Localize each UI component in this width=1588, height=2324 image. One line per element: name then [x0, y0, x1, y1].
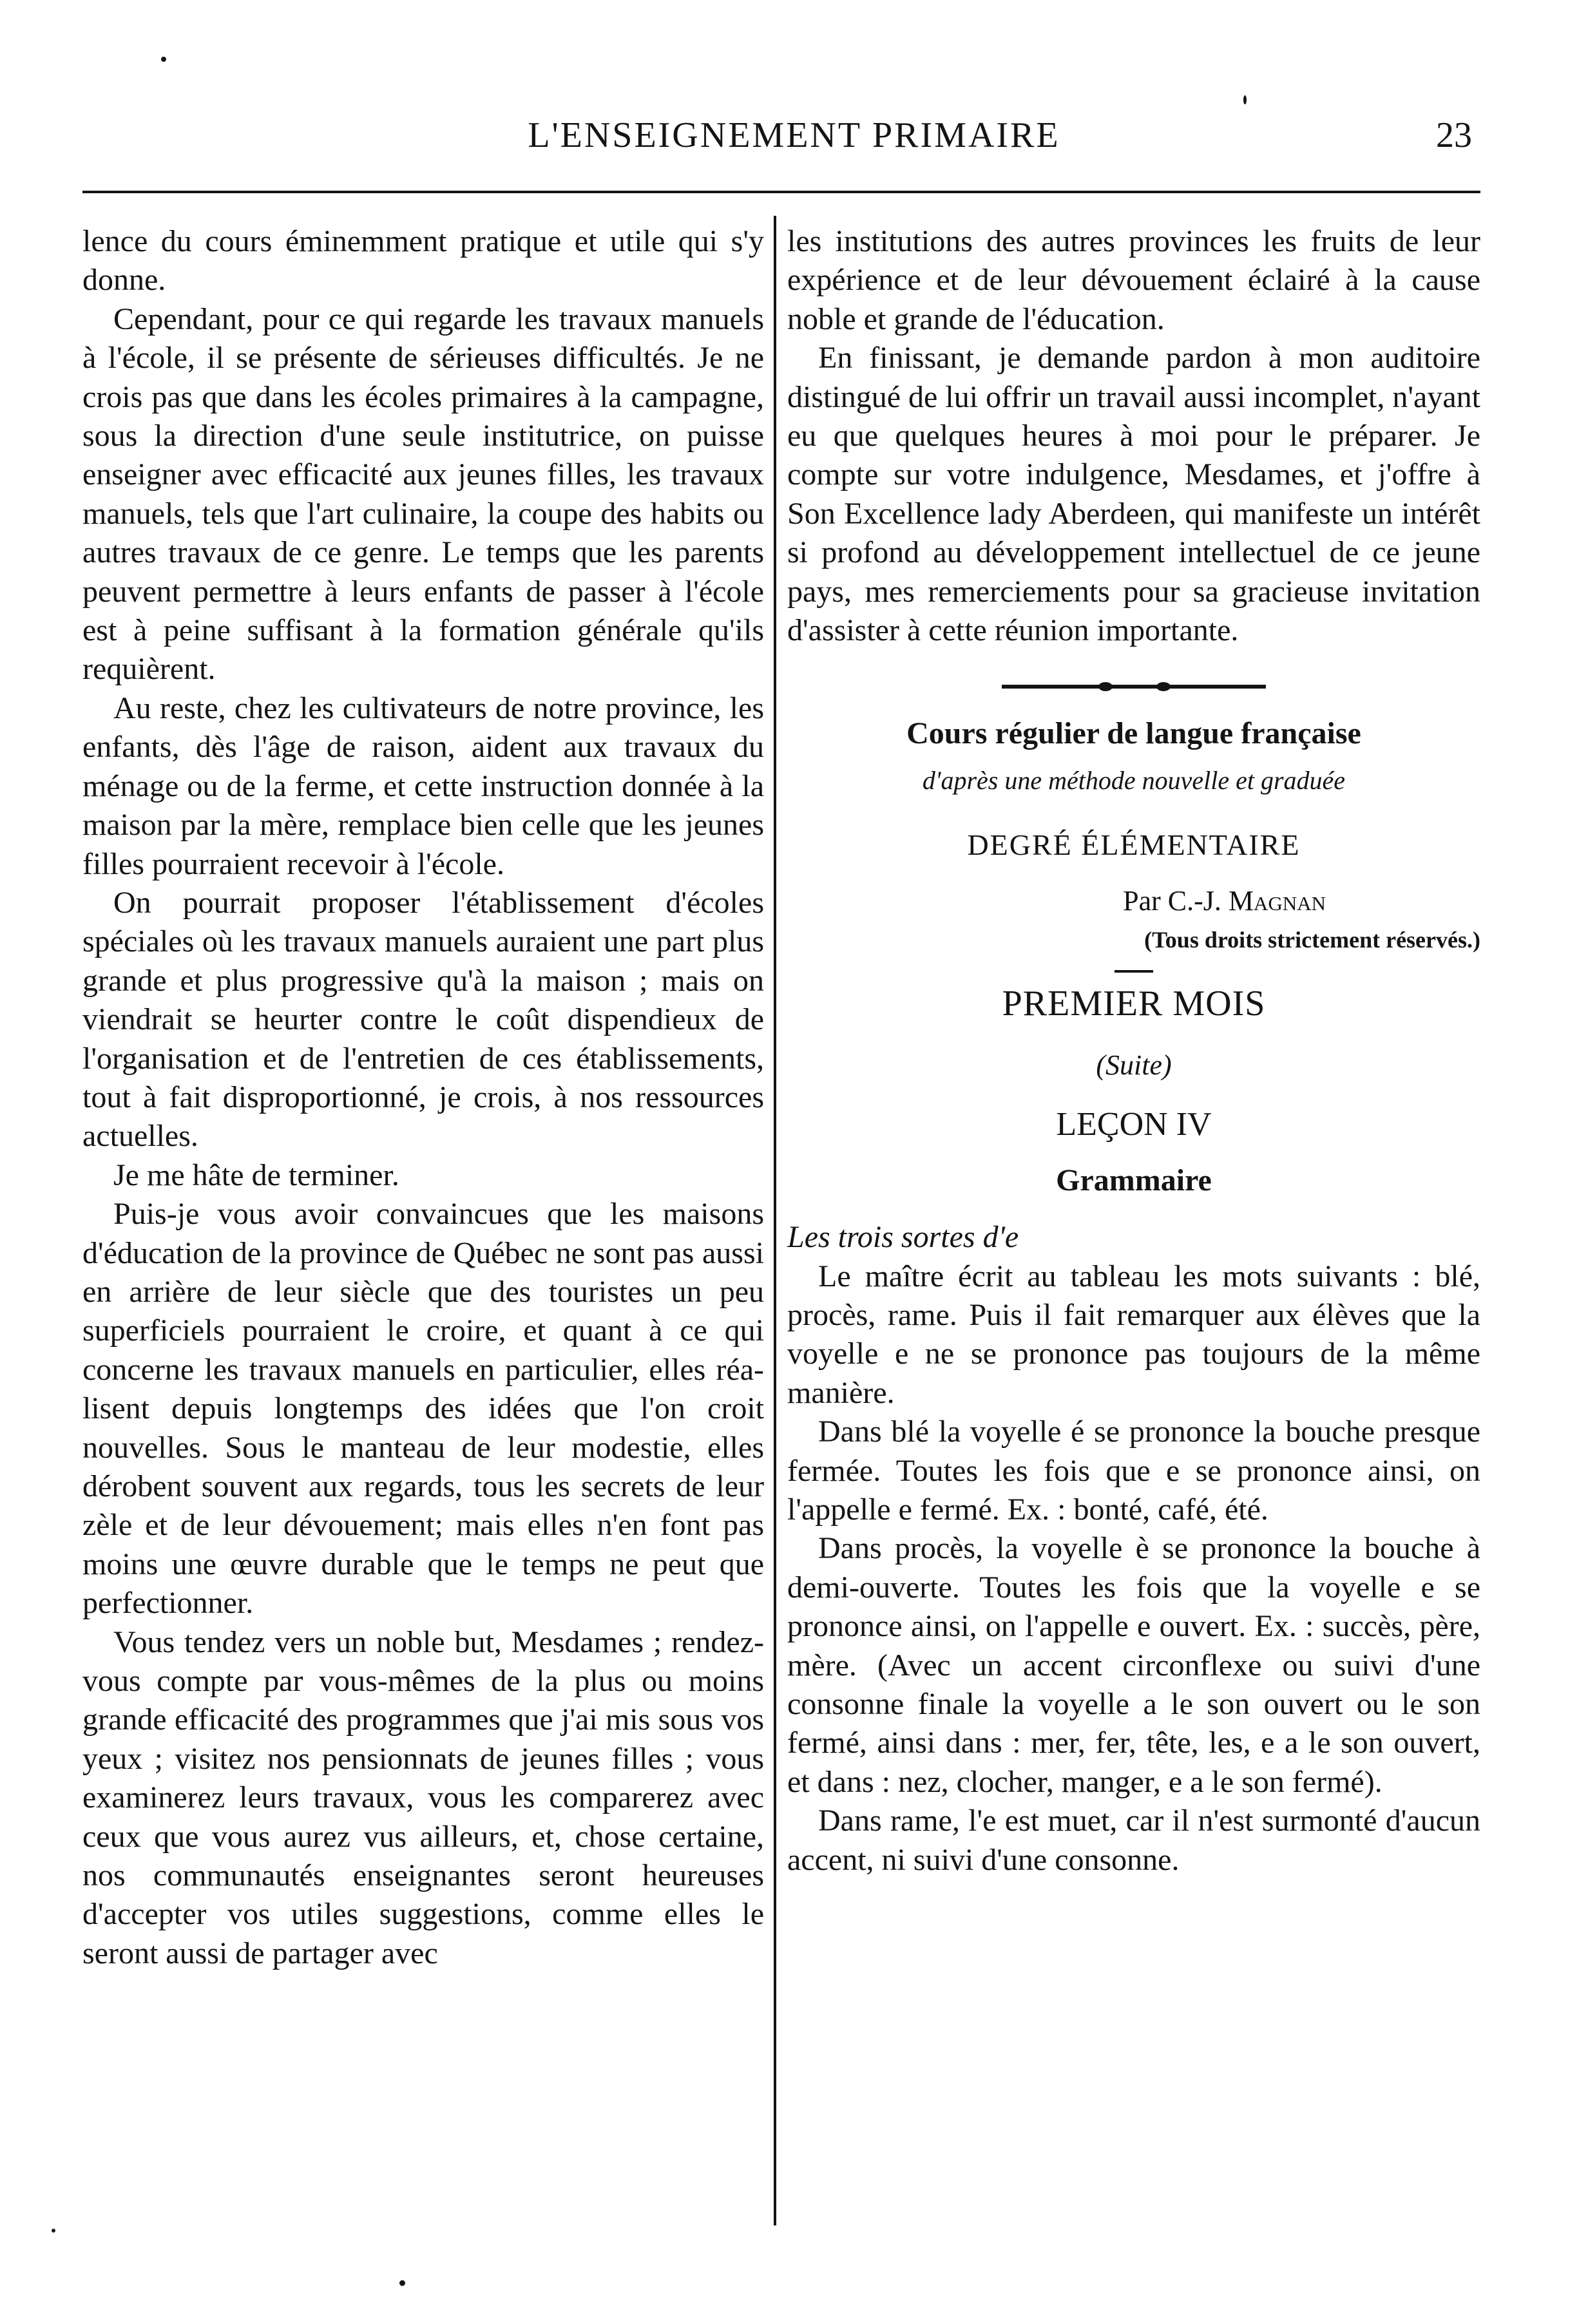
- print-speck: [161, 57, 166, 62]
- section-ornament: [787, 685, 1480, 689]
- column-divider: [774, 216, 776, 2225]
- page-number: 23: [1436, 115, 1472, 155]
- left-paragraph: Cependant, pour ce qui regarde les travaux manuels à l'école, il se présente de sérieuses difficultés. Je ne crois pas que dans les écoles primaires à la campagne, sous la direction d'une seule institutrice, on puisse enseigner avec efficacité aux jeunes filles, les travaux manuels, tels que l'art culinaire, la coupe des habits ou autres travaux de ce genre. Le temps que les parents peuvent permettre à leurs enfants de passer à l'école est à peine suffisant à la formation générale qu'ils requièrent.: [82, 301, 764, 687]
- print-speck: [52, 2229, 55, 2233]
- right-paragraph: Dans rame, l'e est muet, car il n'est surmonté d'aucun accent, ni suivi d'une consonne.: [787, 1804, 1480, 1877]
- right-paragraph: Dans procès, la voyelle è se prononce la bouche à demi-ouverte. Toutes les fois que la voyelle e se prononce ainsi, on l'appelle e ouvert. Ex. : succès, père, mère. (Avec un accent circonflexe ou suivi d'une consonne finale la voyelle a le son ouvert ou le son fermé, ainsi dans : mer, fer, tête, les, e a le son ouvert, et dans : nez, clocher, manger, e a le son fermé).: [787, 1531, 1480, 1799]
- right-paragraph: En finissant, je demande pardon à mon auditoire distingué de lui offrir un travail aussi incomplet, n'ayant eu que quelques heures à moi pour le préparer. Je compte sur votre indulgence, Mesdames, et j'offre à Son Excellence lady Aberdeen, qui manifeste un intérêt si profond au développement intellectuel de ce jeune pays, mes remerciements pour sa gracieuse invitation d'assister à cette réunion importante.: [787, 341, 1480, 648]
- right-paragraph: Le maître écrit au tableau les mots suivants : blé, procès, rame. Puis il fait remarquer aux élèves que la voyelle e ne se prononce pas toujours de la même manière.: [787, 1259, 1480, 1410]
- author-prefix: Par C.-J.: [1123, 884, 1229, 917]
- topic-heading: Les trois sortes d'e: [787, 1220, 1019, 1255]
- header-rule: [82, 191, 1480, 193]
- left-paragraph: Puis-je vous avoir convaincues que les maisons d'éducation de la province de Québec ne sont pas aussi en arrière de leur siècle que des touristes un peu superficiels pourraient le croire, et quant à ce qui concerne les travaux manuels en particulier, elles réalisent depuis longtemps des idées que l'on croit nouvelles. Sous le manteau de leur modestie, elles dérobent souvent aux regards, tous les secrets de leur zèle et de leur dévouement; mais elles n'en font pas moins une œuvre durable que le temps ne peut que perfectionner.: [82, 1197, 764, 1621]
- left-column: [82, 222, 764, 1973]
- ornament-rule: [1002, 685, 1266, 689]
- left-paragraph: Vous tendez vers un noble but, Mesdames ; rendez-vous compte par vous-mêmes de la plus ou moins grande efficacité des programmes que j'ai mis sous vos yeux ; visitez nos pensionnats de jeunes filles ; vous examinerez leurs travaux, vous les comparerez avec ceux que vous aurez vus ailleurs, et, chose certaine, nos communautés enseignantes seront heureuses d'accepter vos utiles suggestions, comme elles le seront aussi de partager avec: [82, 1624, 764, 1970]
- left-paragraph: On pourrait proposer l'établissement d'écoles spéciales où les travaux manuels auraient une part plus grande et plus progressive qu'à la maison ; mais on viendrait se heurter contre le coût dispendieux de l'organisation et de l'entretien de ces établissements, tout à fait disproportionné, je crois, à nos ressources actuelles.: [82, 885, 764, 1154]
- short-rule: [1114, 970, 1153, 973]
- right-paragraph: Dans blé la voyelle é se prononce la bouche presque fermée. Toutes les fois que e se prononce ainsi, on l'appelle e fermé. Ex. : bonté, café, été.: [787, 1414, 1480, 1527]
- print-speck: [399, 2280, 405, 2286]
- running-head: [0, 115, 1588, 166]
- author-name: Magnan: [1228, 884, 1326, 917]
- author-line: [787, 882, 1480, 920]
- running-title: L'ENSEIGNEMENT PRIMAIRE: [528, 115, 1060, 155]
- lesson-heading: LEÇON IV: [1056, 1106, 1212, 1143]
- level-heading: DEGRÉ ÉLÉMENTAIRE: [967, 828, 1301, 862]
- month-heading: PREMIER MOIS: [1002, 983, 1266, 1024]
- section-title: Cours régulier de langue française: [906, 716, 1361, 751]
- left-paragraph: Au reste, chez les cultivateurs de notre province, les enfants, dès l'âge de raison, aident aux travaux du ménage ou de la ferme, et cette instruction donnée à la maison par la mère, remplace bien celle que les jeunes filles pourraient recevoir à l'école.: [82, 691, 764, 881]
- rights-notice: (Tous droits strictement réservés.): [1144, 927, 1480, 953]
- print-speck: [1243, 95, 1247, 104]
- suite-label: (Suite): [1096, 1049, 1172, 1081]
- left-paragraph: Je me hâte de terminer.: [113, 1157, 399, 1192]
- left-paragraph: lence du cours éminemment pratique et utile qui s'y donne.: [82, 224, 764, 298]
- right-paragraph: les institutions des autres provinces les fruits de leur expérience et de leur dévouement éclairé à la cause noble et grande de l'éducation.: [787, 224, 1480, 336]
- right-column: [787, 222, 1480, 1880]
- section-subtitle: d'après une méthode nouvelle et graduée: [922, 765, 1346, 795]
- subject-heading: Grammaire: [1056, 1163, 1212, 1197]
